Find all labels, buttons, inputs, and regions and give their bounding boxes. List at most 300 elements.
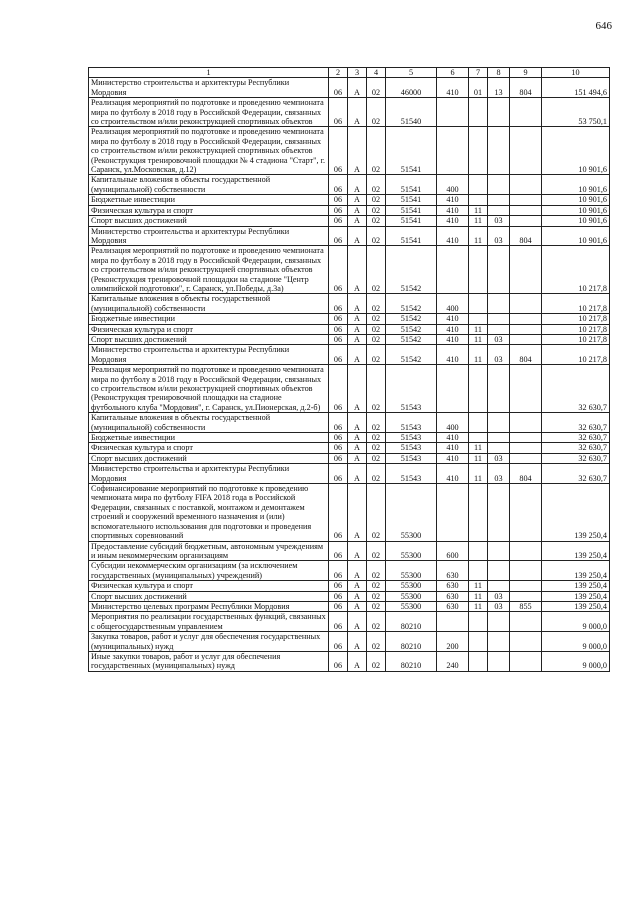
amount: 53 750,1	[542, 98, 610, 127]
table-row	[89, 433, 610, 443]
code-5: 51541	[386, 175, 437, 195]
code-5: 51541	[386, 226, 437, 246]
code-4: 02	[367, 175, 386, 195]
code-4: 02	[367, 433, 386, 443]
code-7: 11	[469, 205, 488, 215]
code-6: 410	[437, 334, 469, 344]
code-4: 02	[367, 294, 386, 314]
code-5: 46000	[386, 78, 437, 98]
code-3: А	[348, 484, 367, 541]
code-5: 80210	[386, 612, 437, 632]
amount: 10 901,6	[542, 127, 610, 175]
code-3: А	[348, 453, 367, 463]
column-header: 10	[542, 68, 610, 78]
row-name: Капитальные вложения в объекты государственной (муниципальной) собственности	[89, 413, 329, 433]
column-header: 6	[437, 68, 469, 78]
amount: 10 217,8	[542, 334, 610, 344]
row-name: Иные закупки товаров, работ и услуг для обеспечения государственных (муниципальных) нужд	[89, 651, 329, 671]
code-2: 06	[329, 561, 348, 581]
code-3: А	[348, 365, 367, 413]
code-2: 06	[329, 334, 348, 344]
code-5: 55300	[386, 541, 437, 561]
code-8	[488, 365, 510, 413]
code-8	[488, 98, 510, 127]
amount: 32 630,7	[542, 365, 610, 413]
table-row	[89, 314, 610, 324]
code-2: 06	[329, 205, 348, 215]
code-5: 51543	[386, 453, 437, 463]
code-8: 03	[488, 216, 510, 226]
code-5: 51543	[386, 443, 437, 453]
code-4: 02	[367, 413, 386, 433]
table-body	[89, 78, 610, 671]
code-7: 11	[469, 591, 488, 601]
table-row	[89, 324, 610, 334]
code-6: 240	[437, 651, 469, 671]
code-2: 06	[329, 541, 348, 561]
code-7	[469, 413, 488, 433]
code-2: 06	[329, 591, 348, 601]
code-4: 02	[367, 561, 386, 581]
code-2: 06	[329, 581, 348, 591]
code-9	[510, 334, 542, 344]
code-4: 02	[367, 651, 386, 671]
code-9	[510, 294, 542, 314]
row-name: Физическая культура и спорт	[89, 443, 329, 453]
amount: 10 217,8	[542, 314, 610, 324]
code-3: А	[348, 651, 367, 671]
code-4: 02	[367, 246, 386, 294]
table-row	[89, 127, 610, 175]
code-9	[510, 324, 542, 334]
code-6	[437, 246, 469, 294]
code-8: 03	[488, 601, 510, 611]
table-row	[89, 541, 610, 561]
code-3: А	[348, 345, 367, 365]
row-name: Министерство строительства и архитектуры Республики Мордовия	[89, 464, 329, 484]
code-9	[510, 612, 542, 632]
code-3: А	[348, 601, 367, 611]
code-2: 06	[329, 127, 348, 175]
code-4: 02	[367, 205, 386, 215]
code-5: 51541	[386, 127, 437, 175]
row-name: Физическая культура и спорт	[89, 205, 329, 215]
code-4: 02	[367, 632, 386, 652]
code-7	[469, 651, 488, 671]
amount: 32 630,7	[542, 464, 610, 484]
code-2: 06	[329, 314, 348, 324]
code-4: 02	[367, 453, 386, 463]
code-9	[510, 561, 542, 581]
code-2: 06	[329, 246, 348, 294]
code-5: 51543	[386, 464, 437, 484]
column-header: 7	[469, 68, 488, 78]
code-4: 02	[367, 127, 386, 175]
code-9	[510, 127, 542, 175]
code-3: А	[348, 246, 367, 294]
code-9	[510, 216, 542, 226]
code-7	[469, 195, 488, 205]
column-header: 5	[386, 68, 437, 78]
code-3: А	[348, 581, 367, 591]
code-2: 06	[329, 98, 348, 127]
code-2: 06	[329, 464, 348, 484]
code-4: 02	[367, 612, 386, 632]
code-7: 11	[469, 581, 488, 591]
code-8	[488, 324, 510, 334]
code-6: 410	[437, 433, 469, 443]
code-4: 02	[367, 601, 386, 611]
code-8: 03	[488, 226, 510, 246]
table-row	[89, 561, 610, 581]
row-name: Спорт высших достижений	[89, 453, 329, 463]
amount: 10 901,6	[542, 175, 610, 195]
amount: 32 630,7	[542, 413, 610, 433]
code-6: 410	[437, 314, 469, 324]
row-name: Спорт высших достижений	[89, 591, 329, 601]
amount: 9 000,0	[542, 632, 610, 652]
table-row	[89, 443, 610, 453]
code-6: 410	[437, 324, 469, 334]
code-3: А	[348, 632, 367, 652]
code-6	[437, 365, 469, 413]
code-2: 06	[329, 484, 348, 541]
code-9	[510, 413, 542, 433]
code-4: 02	[367, 365, 386, 413]
table-row	[89, 612, 610, 632]
code-3: А	[348, 127, 367, 175]
row-name: Капитальные вложения в объекты государственной (муниципальной) собственности	[89, 175, 329, 195]
code-7	[469, 294, 488, 314]
code-6: 630	[437, 561, 469, 581]
column-header: 3	[348, 68, 367, 78]
code-8	[488, 632, 510, 652]
code-5: 51542	[386, 324, 437, 334]
code-6: 200	[437, 632, 469, 652]
code-7: 11	[469, 226, 488, 246]
table-row	[89, 175, 610, 195]
code-3: А	[348, 195, 367, 205]
row-name: Софинансирование мероприятий по подготовке к проведению чемпионата мира по футболу FIFA 2018 года в Российской Федерации, связанных с поставкой, монтажом и демонтажем строений и сооружений временного назначения и (или) вспомогательного использования для подготовки и проведения спортивных соревнований	[89, 484, 329, 541]
code-4: 02	[367, 324, 386, 334]
code-9: 804	[510, 226, 542, 246]
code-3: А	[348, 294, 367, 314]
code-8	[488, 314, 510, 324]
code-7: 11	[469, 443, 488, 453]
code-7: 11	[469, 345, 488, 365]
code-7	[469, 127, 488, 175]
code-5: 51541	[386, 195, 437, 205]
code-6: 410	[437, 195, 469, 205]
table-row	[89, 601, 610, 611]
page-number: 646	[595, 20, 612, 32]
table-row	[89, 216, 610, 226]
code-7	[469, 175, 488, 195]
code-9	[510, 205, 542, 215]
code-4: 02	[367, 334, 386, 344]
column-header: 1	[89, 68, 329, 78]
code-9	[510, 484, 542, 541]
code-2: 06	[329, 216, 348, 226]
code-9	[510, 651, 542, 671]
code-8	[488, 612, 510, 632]
code-5: 51541	[386, 205, 437, 215]
code-4: 02	[367, 314, 386, 324]
code-4: 02	[367, 345, 386, 365]
code-6: 410	[437, 226, 469, 246]
amount: 10 217,8	[542, 345, 610, 365]
code-8	[488, 246, 510, 294]
code-5: 51543	[386, 413, 437, 433]
amount: 10 217,8	[542, 324, 610, 334]
code-8: 03	[488, 591, 510, 601]
table-row	[89, 591, 610, 601]
code-4: 02	[367, 78, 386, 98]
code-6: 410	[437, 78, 469, 98]
code-2: 06	[329, 195, 348, 205]
code-7	[469, 484, 488, 541]
code-2: 06	[329, 612, 348, 632]
table-row	[89, 651, 610, 671]
code-6: 630	[437, 591, 469, 601]
code-3: А	[348, 541, 367, 561]
code-6: 410	[437, 453, 469, 463]
code-5: 55300	[386, 581, 437, 591]
row-name: Реализация мероприятий по подготовке и проведению чемпионата мира по футболу в 2018 году в Российской Федерации, связанных со строительством и/или реконструкцией спортивных объектов (Реконструкция тренировочной площадки № 4 стадиона "Старт", г. Саранск, ул.Московская, д.12)	[89, 127, 329, 175]
code-6: 400	[437, 294, 469, 314]
code-8	[488, 195, 510, 205]
amount: 10 217,8	[542, 246, 610, 294]
code-7	[469, 314, 488, 324]
code-2: 06	[329, 601, 348, 611]
code-9	[510, 195, 542, 205]
code-5: 55300	[386, 484, 437, 541]
code-8	[488, 127, 510, 175]
code-6: 410	[437, 205, 469, 215]
code-5: 51542	[386, 334, 437, 344]
row-name: Министерство целевых программ Республики Мордовия	[89, 601, 329, 611]
code-9	[510, 98, 542, 127]
code-9	[510, 581, 542, 591]
code-5: 51540	[386, 98, 437, 127]
code-6: 600	[437, 541, 469, 561]
code-2: 06	[329, 651, 348, 671]
amount: 139 250,4	[542, 484, 610, 541]
code-3: А	[348, 591, 367, 601]
code-7	[469, 612, 488, 632]
code-2: 06	[329, 226, 348, 246]
code-3: А	[348, 561, 367, 581]
table-row	[89, 226, 610, 246]
code-6: 410	[437, 443, 469, 453]
code-9	[510, 314, 542, 324]
amount: 139 250,4	[542, 541, 610, 561]
code-4: 02	[367, 216, 386, 226]
table-row	[89, 464, 610, 484]
code-3: А	[348, 175, 367, 195]
table-row	[89, 195, 610, 205]
code-4: 02	[367, 443, 386, 453]
row-name: Спорт высших достижений	[89, 334, 329, 344]
code-8: 13	[488, 78, 510, 98]
amount: 139 250,4	[542, 601, 610, 611]
column-header: 4	[367, 68, 386, 78]
code-7	[469, 541, 488, 561]
code-2: 06	[329, 324, 348, 334]
code-3: А	[348, 98, 367, 127]
amount: 139 250,4	[542, 581, 610, 591]
table-row	[89, 581, 610, 591]
header-row	[89, 68, 610, 78]
code-6	[437, 484, 469, 541]
code-5: 80210	[386, 632, 437, 652]
amount: 32 630,7	[542, 433, 610, 443]
code-5: 51543	[386, 365, 437, 413]
code-2: 06	[329, 453, 348, 463]
code-9	[510, 433, 542, 443]
row-name: Бюджетные инвестиции	[89, 195, 329, 205]
code-4: 02	[367, 581, 386, 591]
table-row	[89, 632, 610, 652]
row-name: Капитальные вложения в объекты государственной (муниципальной) собственности	[89, 294, 329, 314]
code-6: 400	[437, 413, 469, 433]
row-name: Министерство строительства и архитектуры Республики Мордовия	[89, 226, 329, 246]
row-name: Бюджетные инвестиции	[89, 314, 329, 324]
code-6	[437, 98, 469, 127]
code-9: 804	[510, 78, 542, 98]
code-6: 410	[437, 464, 469, 484]
code-3: А	[348, 443, 367, 453]
code-8	[488, 205, 510, 215]
code-3: А	[348, 334, 367, 344]
code-8	[488, 561, 510, 581]
code-9	[510, 632, 542, 652]
code-2: 06	[329, 433, 348, 443]
code-9	[510, 246, 542, 294]
code-4: 02	[367, 226, 386, 246]
code-3: А	[348, 464, 367, 484]
code-8	[488, 294, 510, 314]
code-9	[510, 175, 542, 195]
row-name: Предоставление субсидий бюджетным, автономным учреждениям и иным некоммерческим организациям	[89, 541, 329, 561]
code-5: 55300	[386, 561, 437, 581]
table-row	[89, 246, 610, 294]
row-name: Физическая культура и спорт	[89, 324, 329, 334]
code-4: 02	[367, 464, 386, 484]
code-8	[488, 484, 510, 541]
row-name: Реализация мероприятий по подготовке и проведению чемпионата мира по футболу в 2018 году в Российской Федерации, связанных со строительством и/или реконструкцией спортивных объектов (Реконструкция тренировочной площадки на стадионе футбольного клуба "Мордовия", г. Саранск, ул.Пионерская, д.2-б)	[89, 365, 329, 413]
code-9: 804	[510, 464, 542, 484]
code-9: 804	[510, 345, 542, 365]
code-4: 02	[367, 195, 386, 205]
code-8	[488, 443, 510, 453]
code-9	[510, 453, 542, 463]
code-3: А	[348, 433, 367, 443]
table-row	[89, 484, 610, 541]
code-7: 11	[469, 334, 488, 344]
code-8	[488, 433, 510, 443]
code-7	[469, 365, 488, 413]
code-3: А	[348, 314, 367, 324]
code-7	[469, 632, 488, 652]
code-8	[488, 413, 510, 433]
code-9: 855	[510, 601, 542, 611]
amount: 10 901,6	[542, 226, 610, 246]
code-5: 51542	[386, 345, 437, 365]
code-2: 06	[329, 175, 348, 195]
code-4: 02	[367, 98, 386, 127]
code-7: 11	[469, 601, 488, 611]
code-5: 51543	[386, 433, 437, 443]
row-name: Закупка товаров, работ и услуг для обеспечения государственных (муниципальных) нужд	[89, 632, 329, 652]
amount: 139 250,4	[542, 591, 610, 601]
code-3: А	[348, 205, 367, 215]
table-row	[89, 345, 610, 365]
code-4: 02	[367, 541, 386, 561]
table-row	[89, 365, 610, 413]
code-9	[510, 365, 542, 413]
code-5: 51542	[386, 294, 437, 314]
code-4: 02	[367, 591, 386, 601]
code-6: 400	[437, 175, 469, 195]
amount: 139 250,4	[542, 561, 610, 581]
amount: 32 630,7	[542, 443, 610, 453]
table-row	[89, 78, 610, 98]
code-7: 11	[469, 216, 488, 226]
code-2: 06	[329, 294, 348, 314]
amount: 9 000,0	[542, 612, 610, 632]
code-6: 410	[437, 345, 469, 365]
column-header: 9	[510, 68, 542, 78]
amount: 10 901,6	[542, 195, 610, 205]
code-5: 55300	[386, 591, 437, 601]
code-8: 03	[488, 453, 510, 463]
code-6: 630	[437, 581, 469, 591]
row-name: Реализация мероприятий по подготовке и проведению чемпионата мира по футболу в 2018 году в Российской Федерации, связанных со строительством и/или реконструкцией спортивных объектов	[89, 98, 329, 127]
code-9	[510, 443, 542, 453]
code-6	[437, 127, 469, 175]
code-4: 02	[367, 484, 386, 541]
budget-table	[88, 67, 610, 672]
code-8	[488, 175, 510, 195]
code-8: 03	[488, 345, 510, 365]
code-2: 06	[329, 632, 348, 652]
code-5: 51541	[386, 216, 437, 226]
amount: 151 494,6	[542, 78, 610, 98]
code-6	[437, 612, 469, 632]
row-name: Бюджетные инвестиции	[89, 433, 329, 443]
code-8: 03	[488, 464, 510, 484]
code-7	[469, 561, 488, 581]
amount: 9 000,0	[542, 651, 610, 671]
code-7: 11	[469, 464, 488, 484]
code-7	[469, 98, 488, 127]
column-header: 8	[488, 68, 510, 78]
row-name: Мероприятия по реализации государственных функций, связанных с общегосударственным управлением	[89, 612, 329, 632]
code-3: А	[348, 612, 367, 632]
table-row	[89, 294, 610, 314]
code-7	[469, 246, 488, 294]
amount: 10 217,8	[542, 294, 610, 314]
code-8: 03	[488, 334, 510, 344]
code-3: А	[348, 413, 367, 433]
row-name: Спорт высших достижений	[89, 216, 329, 226]
code-3: А	[348, 216, 367, 226]
code-5: 51542	[386, 246, 437, 294]
code-9	[510, 541, 542, 561]
code-2: 06	[329, 413, 348, 433]
table-row	[89, 413, 610, 433]
